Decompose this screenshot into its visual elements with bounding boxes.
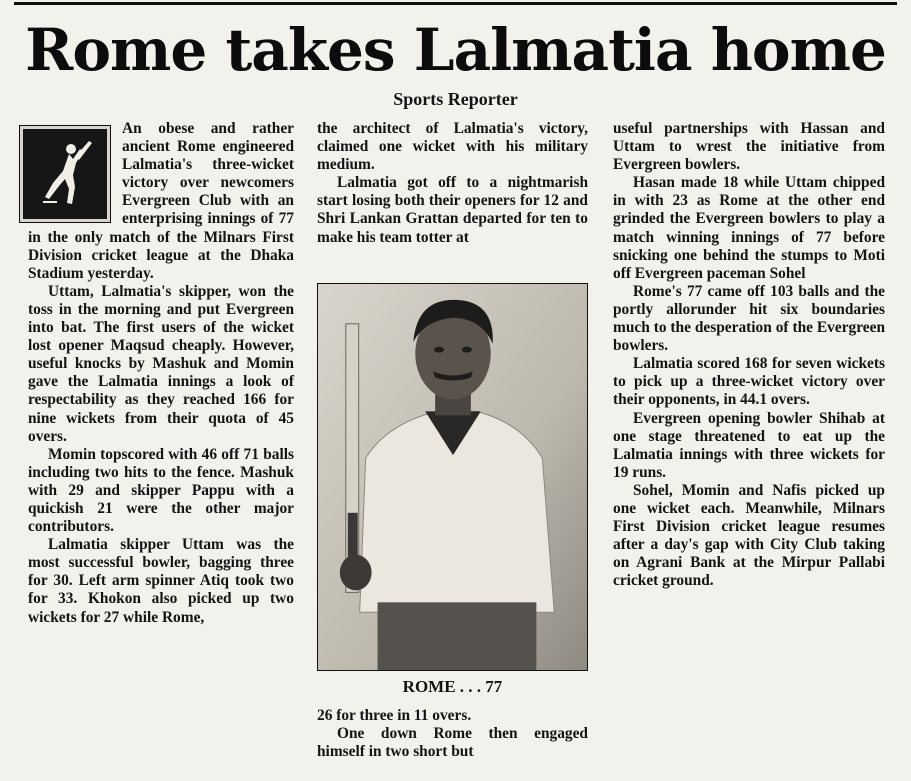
paragraph: Lalmatia scored 168 for seven wickets to pick up a three-wicket victory over their opponents, in 44.1 overs. [613, 355, 885, 409]
paragraph: An obese and rather ancient Rome engineered Lalmatia's three-wicket victory over newcomers Evergreen Club with an enterprising innings of 77 in the only match of the Milnars First Division cricket league at the Dhaka Stadium yesterday. [28, 120, 294, 282]
paragraph: Lalmatia got off to a nightmarish start losing both their openers for 12 and Shri Lankan Grattan departed for ten to make his team totter at [317, 174, 588, 246]
top-rule [14, 2, 897, 5]
paragraph: Momin topscored with 46 off 71 balls including two hits to the fence. Mashuk with 29 and skipper Pappu with a quickish 21 were the other major contributors. [28, 445, 294, 536]
paragraph: Hasan made 18 while Uttam chipped in with 23 as Rome at the other end grinded the Evergreen bowlers to play a match winning innings of 77 before snicking one behind the stumps to Moti off Evergreen paceman Sohel [613, 174, 885, 282]
paragraph: Sohel, Momin and Nafis picked up one wicket each. Meanwhile, Milnars First Division cricket league resumes after a day's gap with City Club taking on Agrani Bank at the Mirpur Pallabi cricket ground. [613, 481, 885, 590]
paragraph: useful partnerships with Hassan and Uttam to wrest the initiative from Evergreen bowlers. [613, 120, 885, 174]
byline: Sports Reporter [393, 89, 518, 109]
paragraph: the architect of Lalmatia's victory, claimed one wicket with his military medium. [317, 120, 588, 174]
paragraph: Uttam, Lalmatia's skipper, won the toss in the morning and put Evergreen into bat. The first users of the wicket lost opener Maqsud cheaply. However, useful knocks by Mashuk and Momin gave the Lalmatia innings a look of respectability as they reached 166 for nine wickets from their quota of 45 overs. [28, 282, 294, 445]
cricketer-silhouette-icon [20, 126, 110, 222]
paragraph: One down Rome then engaged himself in two short but [317, 725, 588, 761]
headline: Rome takes Lalmatia home [25, 16, 886, 84]
article-column-3 [613, 120, 885, 590]
paragraph: 26 for three in 11 overs. [317, 707, 472, 724]
article-column-2 [317, 120, 588, 761]
article-column-1 [28, 120, 294, 627]
portrait-photo-rome [317, 283, 588, 671]
column-2-continued [317, 707, 588, 761]
paragraph: Lalmatia skipper Uttam was the most successful bowler, bagging three for 30. Left arm spinner Atiq took two for 33. Khokon also picked up two wickets for 27 while Rome, [28, 536, 294, 626]
photo-caption: ROME . . . 77 [402, 677, 503, 696]
paragraph: Evergreen opening bowler Shihab at one stage threatened to eat up the Lalmatia innings with three wickets for 19 runs. [613, 409, 885, 481]
paragraph: Rome's 77 came off 103 balls and the portly allorunder hit six boundaries much to the desperation of the Evergreen bowlers. [613, 282, 885, 355]
